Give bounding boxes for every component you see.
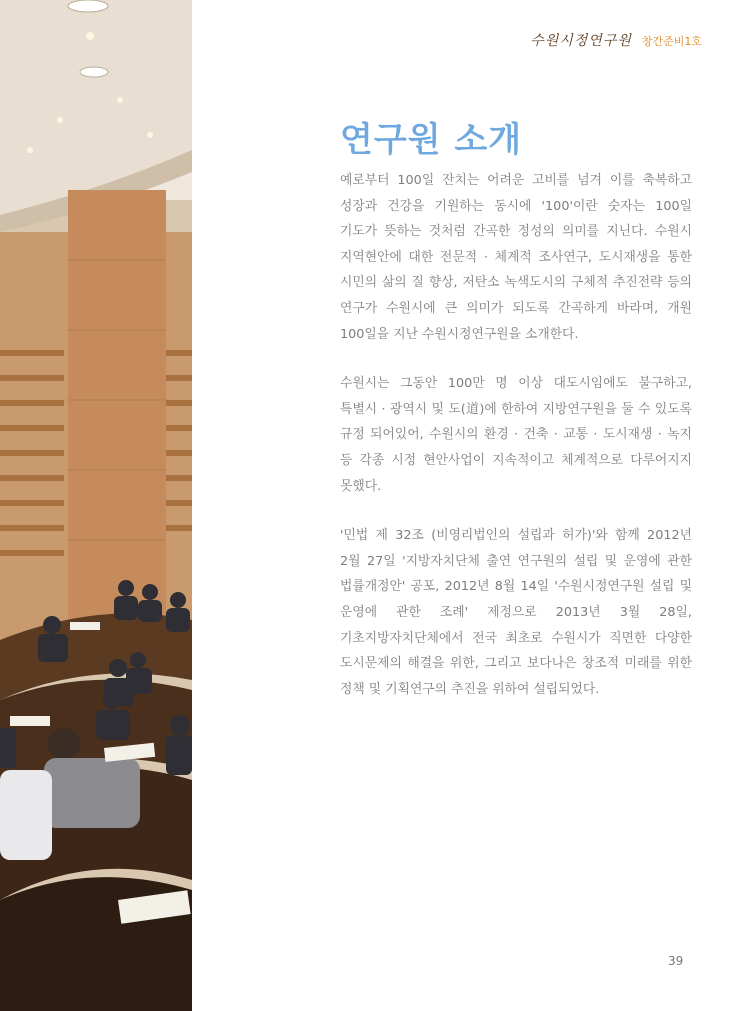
paragraph-establishment: '민법 제 32조 (비영리법인의 설립과 허가)'와 함께 2012년 2월 27일 '지방자치단체 출연 연구원의 설립 및 운영에 관한 법률개정안' 공포, 2012년 8월 14일 '수원시정연구원 설립 및 운영에 관한 조례' 제정으로 2013년 3월 28일, 기초지방자치단체에서 전국 최초로 수원시가 직면한 다양한 도시문제의 해결을 위한, 그리고 보다나은 창조적 미래를 위한 정책 및 기획연구의 추진을 위하여 설립되었다. (340, 528, 692, 697)
issue-label: 창간준비1호 (641, 35, 702, 48)
paragraph-intro: 예로부터 100일 잔치는 어려운 고비를 넘겨 이를 축복하고 성장과 건강을 기원하는 동시에 '100'이란 숫자는 100일 기도가 뜻하는 것처럼 간곡한 정성의 의미를 지닌다. 수원시 지역현안에 대한 전문적 · 체계적 조사연구, 도시재생을 통한 시민의 삶의 질 향상, 저탄소 녹색도시의 구체적 추진전략 등의 연구가 수원시에 큰 의미가 되도록 간곡하게 바라며, 개원 100일을 지난 수원시정연구원을 소개한다. (340, 173, 692, 342)
page-title: 연구원 소개 (340, 120, 523, 160)
body-text (340, 168, 692, 726)
paragraph-background: 수원시는 그동안 100만 명 이상 대도시임에도 불구하고, 특별시 · 광역시 및 도(道)에 한하여 지방연구원을 둘 수 있도록 규정 되어있어, 수원시의 환경 · 건축 · 교통 · 도시재생 · 녹지 등 각종 시정 현안사업이 지속적이고 체계적으로 다루어지지 못했다. (340, 376, 692, 494)
page-header (530, 30, 702, 50)
institute-logo: 수원시정연구원 (530, 33, 632, 49)
conference-hall-photo (0, 0, 192, 1011)
text-page (192, 0, 740, 1011)
page-number: 39 (668, 954, 684, 968)
